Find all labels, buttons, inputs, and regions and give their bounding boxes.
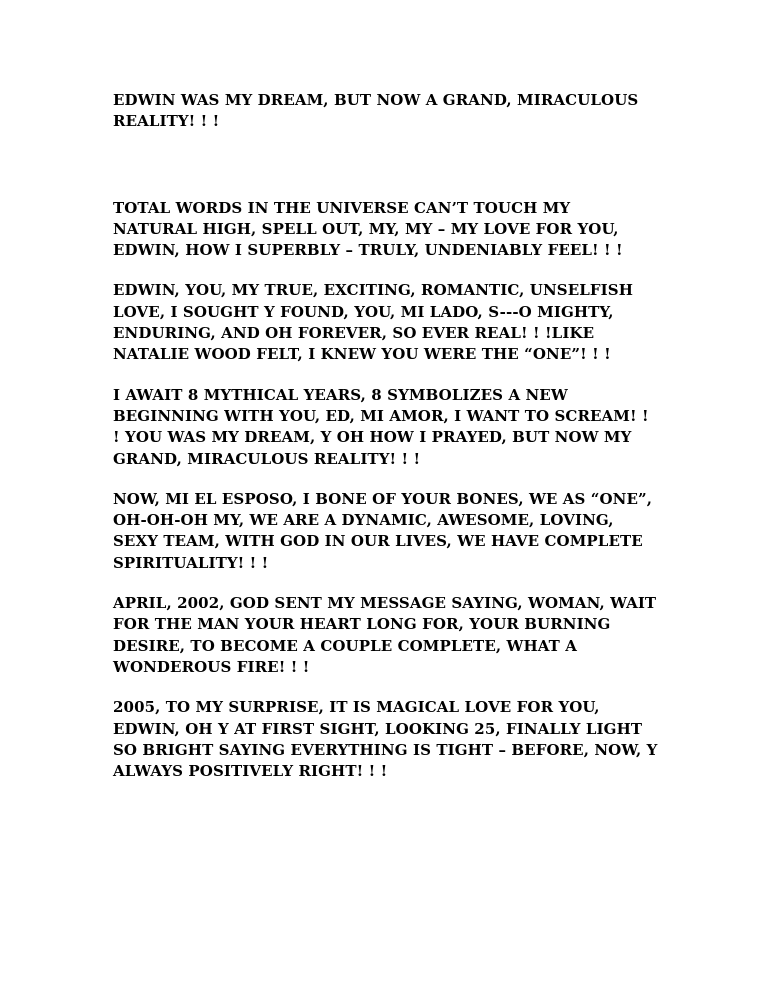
paragraph-2: EDWIN, YOU, MY TRUE, EXCITING, ROMANTIC, UNSELFISH LOVE, I SOUGHT Y FOUND, YOU, MI LADO, S---O MIGHTY, ENDURING, AND OH FOREVER, SO EVER REAL! ! !LIKE NATALIE WOOD FELT, I KNEW YOU WERE THE “ONE”! ! ! [113, 281, 633, 364]
document-title: EDWIN WAS MY DREAM, BUT NOW A GRAND, MIRACULOUS REALITY! ! ! [113, 91, 639, 131]
document-page [113, 90, 658, 782]
paragraph-3: I AWAIT 8 MYTHICAL YEARS, 8 SYMBOLIZES A NEW BEGINNING WITH YOU, ED, MI AMOR, I WANT TO SCREAM! ! ! YOU WAS MY DREAM, Y OH HOW I PRAYED, BUT NOW MY GRAND, MIRACULOUS REALITY! ! ! [113, 385, 649, 468]
paragraph-4: NOW, MI EL ESPOSO, I BONE OF YOUR BONES, WE AS “ONE”, OH-OH-OH MY, WE ARE A DYNAMIC, AWESOME, LOVING, SEXY TEAM, WITH GOD IN OUR LIVES, WE HAVE COMPLETE SPIRITUALITY! ! ! [113, 489, 653, 572]
paragraph-6: 2005, TO MY SURPRISE, IT IS MAGICAL LOVE FOR YOU, EDWIN, OH Y AT FIRST SIGHT, LOOKING 25, FINALLY LIGHT SO BRIGHT SAYING EVERYTHING IS TIGHT – BEFORE, NOW, Y ALWAYS POSITIVELY RIGHT! ! ! [113, 698, 658, 781]
paragraph-5: APRIL, 2002, GOD SENT MY MESSAGE SAYING, WOMAN, WAIT FOR THE MAN YOUR HEART LONG FOR, YOUR BURNING DESIRE, TO BECOME A COUPLE COMPLETE, WHAT A WONDEROUS FIRE! ! ! [113, 594, 657, 676]
paragraph-1: TOTAL WORDS IN THE UNIVERSE CAN’T TOUCH MY NATURAL HIGH, SPELL OUT, MY, MY – MY LOVE FOR YOU, EDWIN, HOW I SUPERBLY – TRULY, UNDENIABLY FEEL! ! ! [113, 198, 623, 260]
